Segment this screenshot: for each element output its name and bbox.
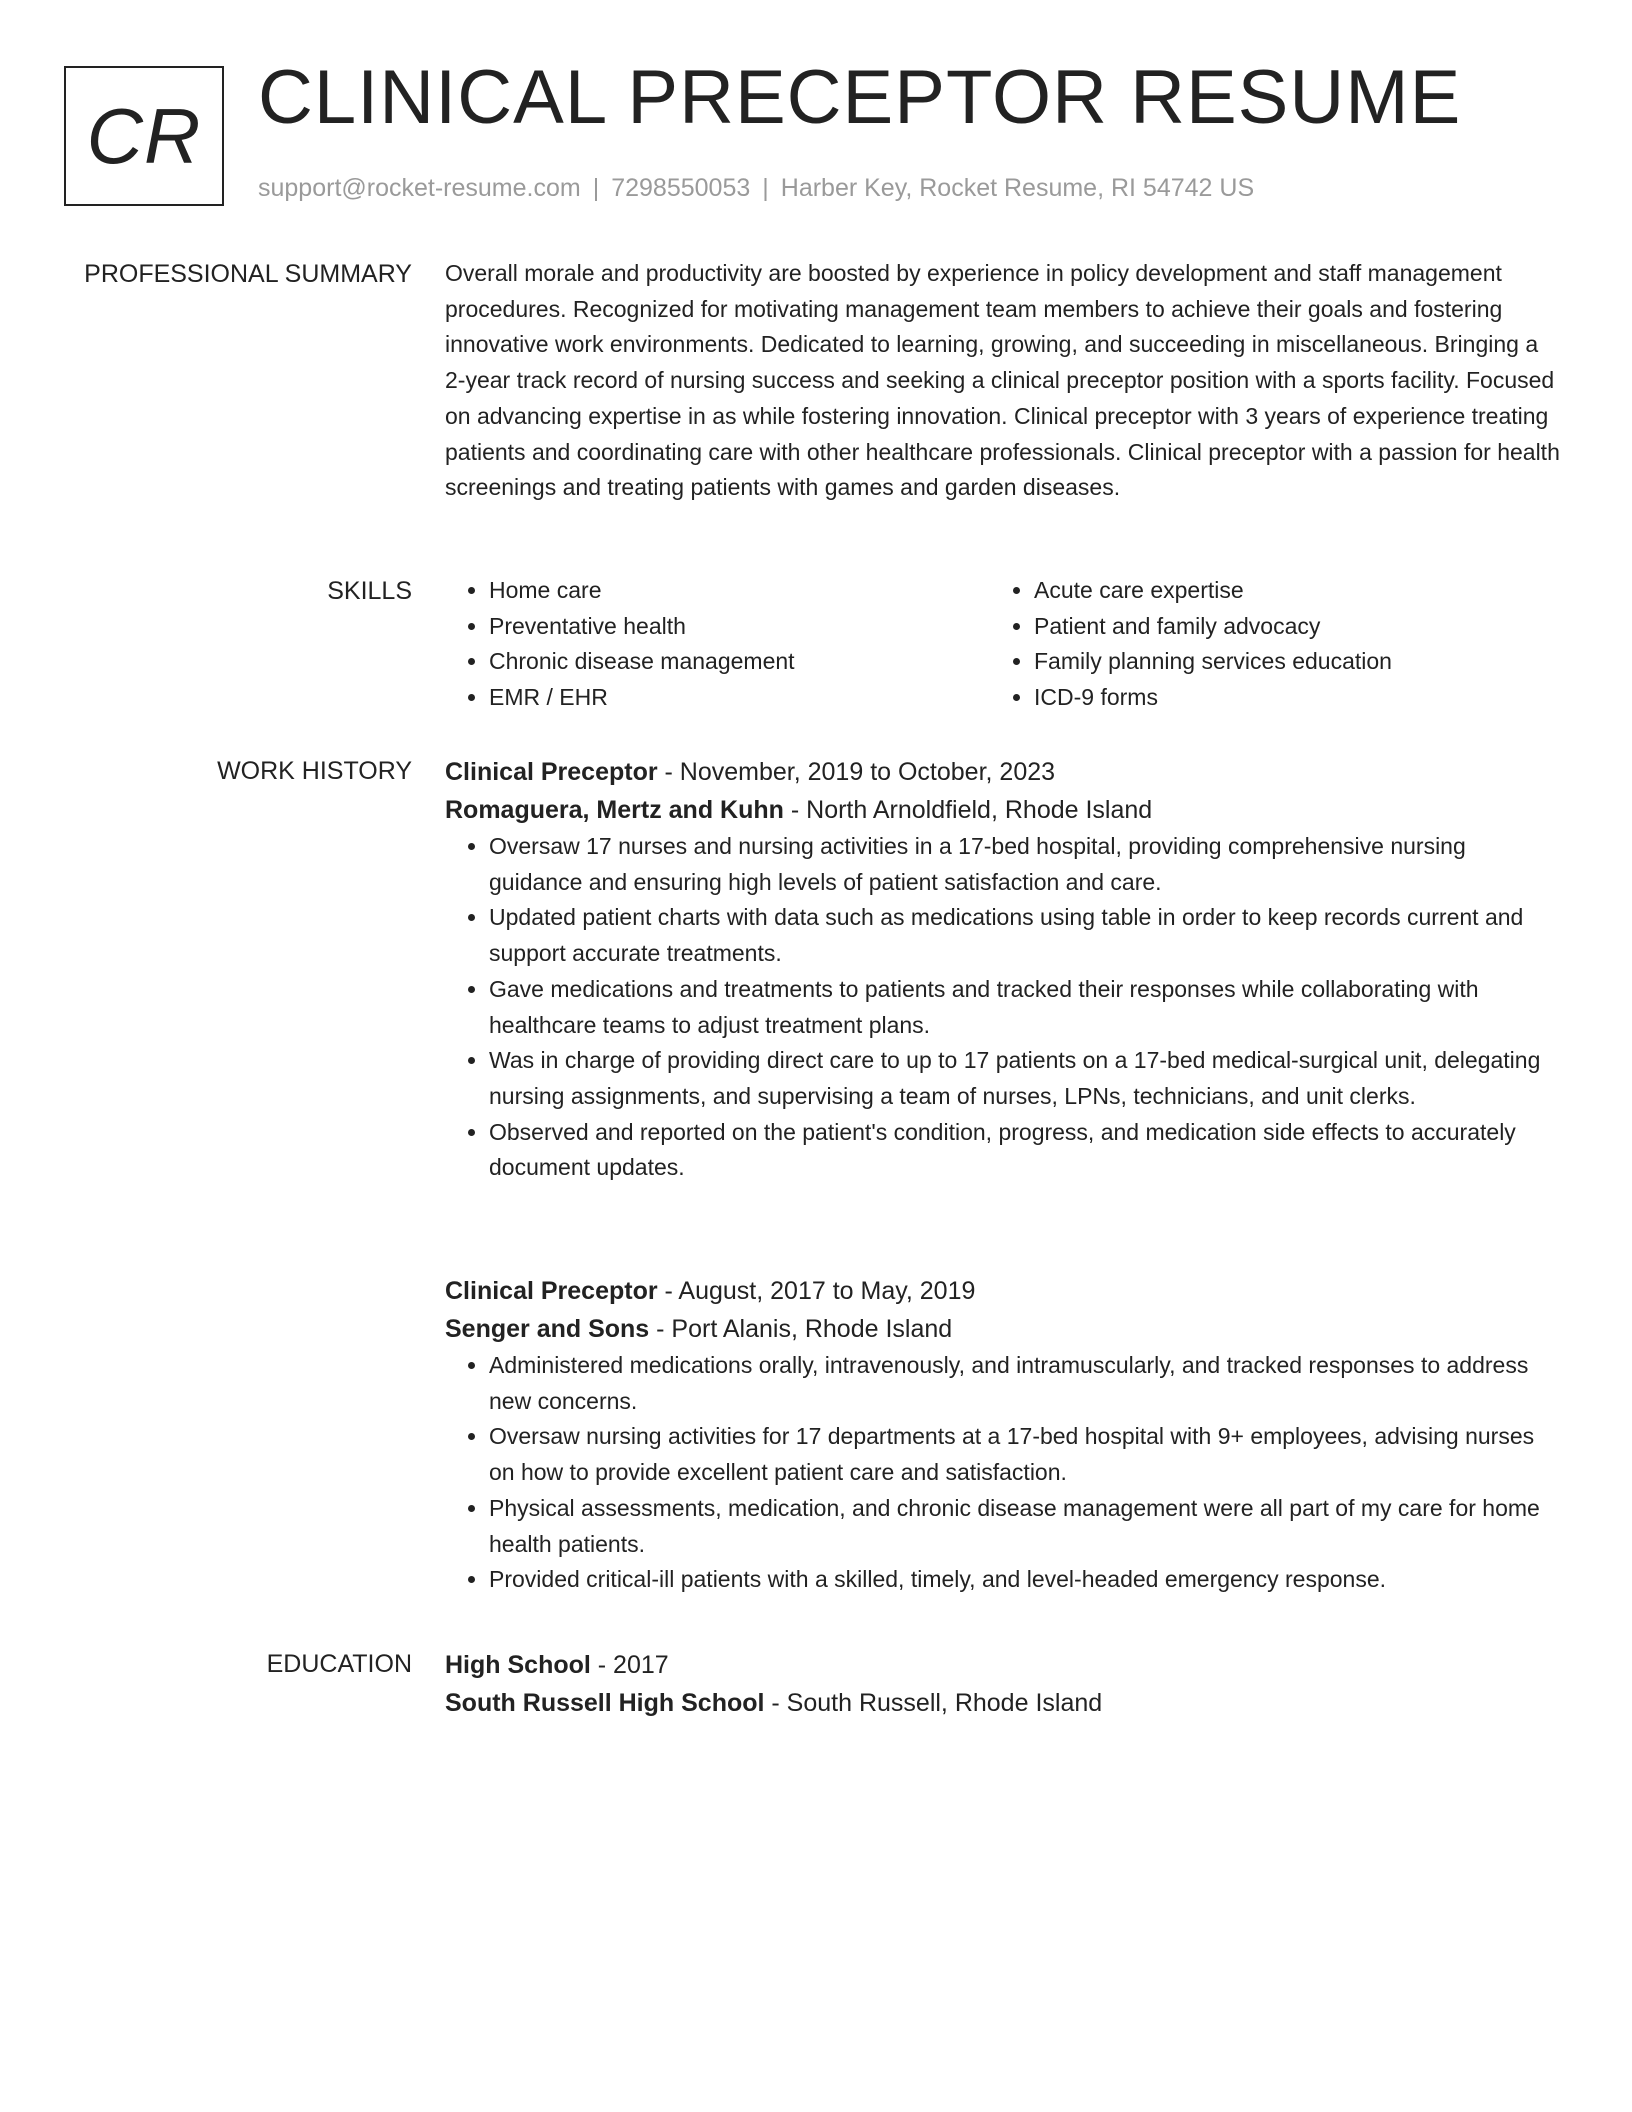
education-school: South Russell High School [445, 1689, 765, 1717]
skill-item: • Home care [489, 573, 990, 609]
section-label-education: EDUCATION [266, 1650, 412, 1678]
skill-item: • Family planning services education [1034, 644, 1535, 680]
skill-item: • Patient and family advocacy [1034, 609, 1535, 645]
job-dates: - August, 2017 to May, 2019 [657, 1277, 976, 1305]
job-entry [445, 1272, 1560, 1598]
job-title-line [445, 753, 1560, 791]
monogram-badge: CR [64, 66, 224, 206]
skill-item: • Preventative health [489, 609, 990, 645]
job-location: - North Arnoldfield, Rhode Island [783, 796, 1153, 824]
skills-body [445, 573, 1560, 716]
job-bullet: • Observed and reported on the patient's condition, progress, and medication side effects to accurately document updates. [489, 1115, 1560, 1186]
summary-text: Overall morale and productivity are boosted by experience in policy development and staff management procedures. Recognized for motivating management team members to achieve their goals and fostering innovative work environments. Dedicated to learning, growing, and succeeding in miscellaneous. Bringing a 2-year track record of nursing success and seeking a clinical preceptor position with a sports facility. Focused on advancing expertise in as while fostering innovation. Clinical preceptor with 3 years of experience treating patients and coordinating care with other healthcare professionals. Clinical preceptor with a passion for health screenings and treating patients with games and garden diseases. [445, 260, 1560, 501]
education-year: - 2017 [590, 1651, 669, 1679]
job-bullet: • Was in charge of providing direct care to up to 17 patients on a 17-bed medical-surgical unit, delegating nursing assignments, and supervising a team of nurses, LPNs, technicians, and unit clerks. [489, 1043, 1560, 1114]
job-bullet: • Updated patient charts with data such as medications using table in order to keep records current and support accurate treatments. [489, 900, 1560, 971]
job-entry [445, 753, 1560, 1186]
job-bullet: • Provided critical-ill patients with a skilled, timely, and level-headed emergency response. [489, 1562, 1560, 1598]
job-title-line [445, 1272, 1560, 1310]
work-body [445, 753, 1560, 1186]
job-company: Senger and Sons [445, 1315, 650, 1343]
work-body-2 [445, 1272, 1560, 1598]
contact-phone: 7298550053 [611, 174, 751, 202]
contact-email: support@rocket-resume.com [258, 174, 581, 202]
education-school-line [445, 1684, 1560, 1722]
job-company-line [445, 791, 1560, 829]
job-bullet: • Oversaw nursing activities for 17 departments at a 17-bed hospital with 9+ employees, advising nurses on how to provide excellent patient care and satisfaction. [489, 1419, 1560, 1490]
skills-list-right [990, 573, 1535, 716]
contact-separator: | [762, 174, 769, 202]
job-company: Romaguera, Mertz and Kuhn [445, 796, 784, 824]
job-bullets [445, 1348, 1560, 1598]
job-bullet: • Oversaw 17 nurses and nursing activities in a 17-bed hospital, providing comprehensive nursing guidance and ensuring high levels of patient satisfaction and care. [489, 829, 1560, 900]
job-bullet: • Gave medications and treatments to patients and tracked their responses while collaborating with healthcare teams to adjust treatment plans. [489, 972, 1560, 1043]
job-company-line [445, 1310, 1560, 1348]
skills-grid [445, 573, 1560, 716]
job-bullets [445, 829, 1560, 1186]
education-degree: High School [445, 1651, 591, 1679]
skill-item: • Acute care expertise [1034, 573, 1535, 609]
skill-item: • ICD-9 forms [1034, 680, 1535, 716]
education-degree-line [445, 1646, 1560, 1684]
job-dates: - November, 2019 to October, 2023 [657, 758, 1056, 786]
section-label-summary: PROFESSIONAL SUMMARY [84, 260, 412, 288]
summary-body [445, 256, 1560, 506]
education-body [445, 1646, 1560, 1722]
job-bullet: • Physical assessments, medication, and chronic disease management were all part of my care for home health patients. [489, 1491, 1560, 1562]
contact-separator: | [592, 174, 600, 202]
contact-address: Harber Key, Rocket Resume, RI 54742 US [780, 174, 1255, 202]
job-title: Clinical Preceptor [445, 1277, 658, 1305]
skills-list-left [445, 573, 990, 716]
skill-item: • Chronic disease management [489, 644, 990, 680]
skill-item: • EMR / EHR [489, 680, 990, 716]
section-label-skills: SKILLS [327, 577, 412, 605]
section-label-work: WORK HISTORY [217, 757, 412, 785]
job-bullet: • Administered medications orally, intravenously, and intramuscularly, and tracked responses to address new concerns. [489, 1348, 1560, 1419]
education-location: - South Russell, Rhode Island [764, 1689, 1103, 1717]
job-title: Clinical Preceptor [445, 758, 658, 786]
job-location: - Port Alanis, Rhode Island [649, 1315, 953, 1343]
resume-title: CLINICAL PRECEPTOR RESUME [258, 55, 1462, 140]
contact-line [258, 174, 1254, 203]
